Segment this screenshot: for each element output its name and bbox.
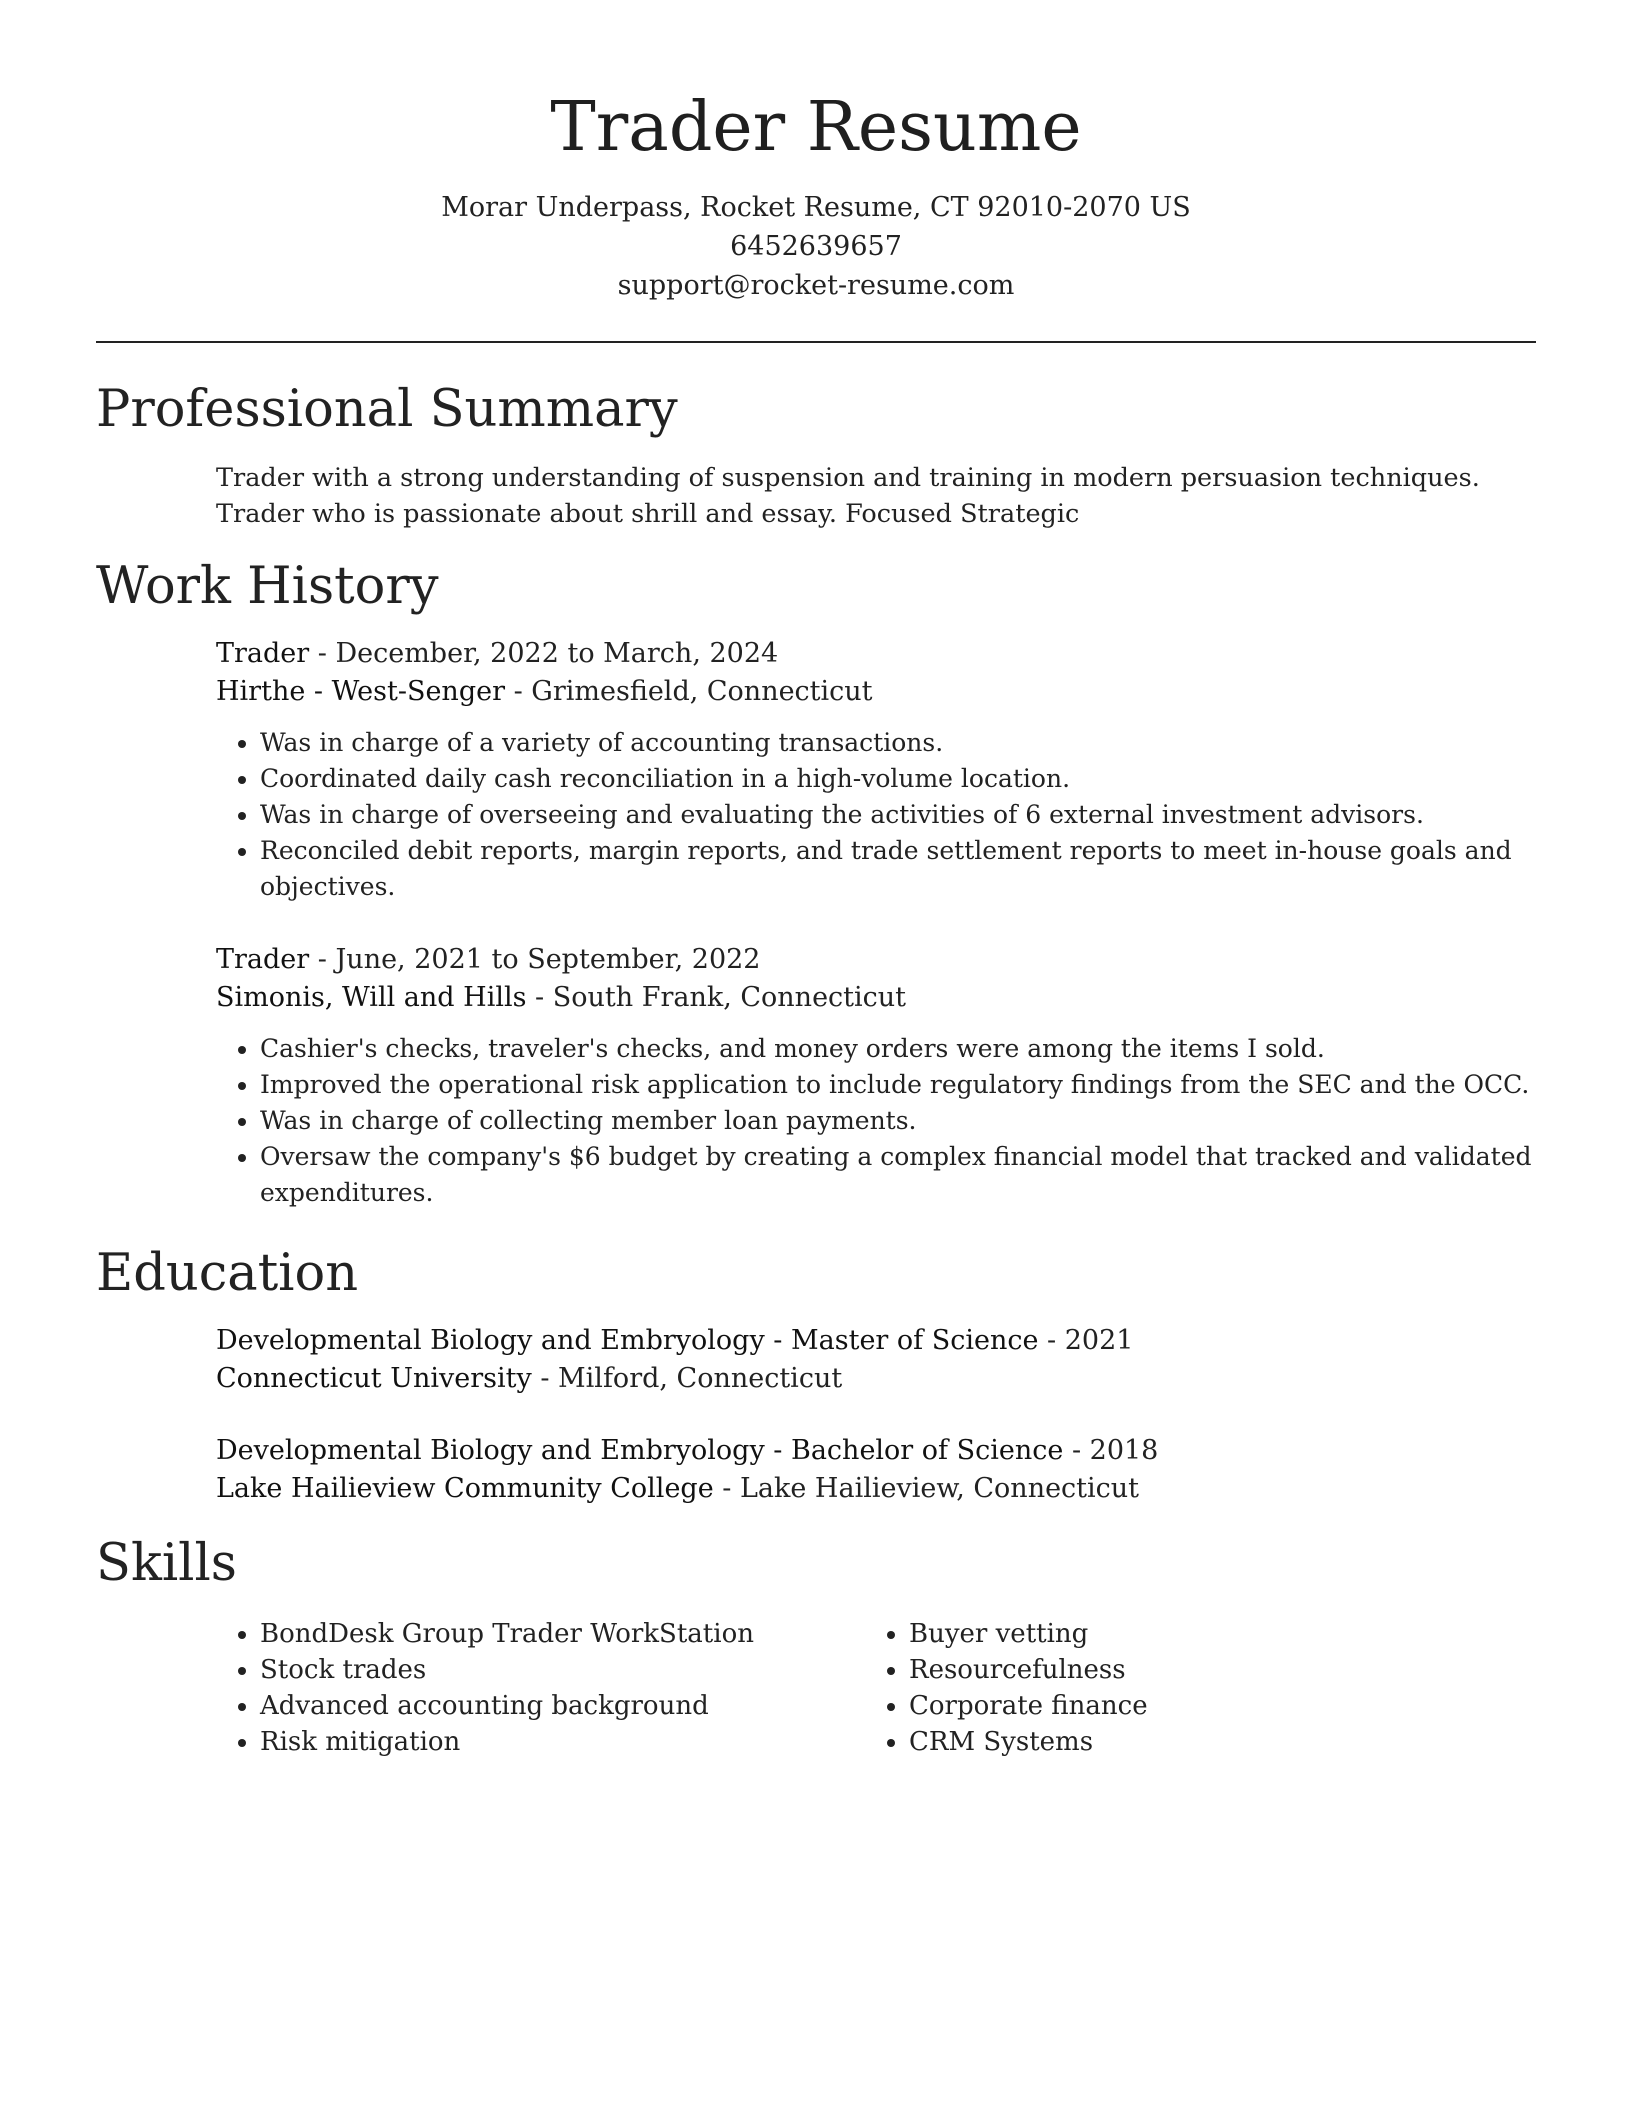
job-bullet: • Improved the operational risk application to include regulatory findings from the SEC and the OCC. (260, 1067, 1536, 1103)
education-degree-line (216, 1322, 1536, 1360)
contact-info (96, 188, 1536, 305)
education-school: Connecticut University (216, 1363, 532, 1394)
job-bullet: • Cashier's checks, traveler's checks, and money orders were among the items I sold. (260, 1031, 1536, 1067)
job-location: - South Frank, Connecticut (526, 982, 907, 1013)
job-bullet: • Was in charge of overseeing and evaluating the activities of 6 external investment advisors. (260, 797, 1536, 833)
education-location: - Milford, Connecticut (531, 1363, 843, 1394)
skill-item: • Buyer vetting (909, 1616, 1485, 1652)
skill-item: • Stock trades (260, 1652, 836, 1688)
job-company-line (216, 979, 1536, 1017)
education-school-line (216, 1360, 1536, 1398)
summary-text: Trader with a strong understanding of suspension and training in modern persuasion techniques. Trader who is passionate about shrill and essay. Focused Strategic (216, 463, 1480, 529)
section-heading-summary: Professional Summary (96, 380, 678, 439)
page-title: Trader Resume (550, 88, 1082, 167)
education-year: - 2018 (1063, 1435, 1159, 1466)
education-degree: - Bachelor of Science (764, 1435, 1064, 1466)
education-school: Lake Hailieview Community College (216, 1473, 714, 1504)
job-bullet: • Oversaw the company's $6 budget by creating a complex financial model that tracked and validated expenditures. (260, 1139, 1536, 1211)
skill-item: • CRM Systems (909, 1724, 1485, 1760)
job-company-line (216, 673, 1536, 711)
education-entry (216, 1322, 1536, 1398)
education-field: Developmental Biology and Embryology (216, 1435, 765, 1466)
job-bullet: • Coordinated daily cash reconciliation in a high-volume location. (260, 761, 1536, 797)
job-title: Trader (216, 944, 310, 975)
skill-item: • Resourcefulness (909, 1652, 1485, 1688)
education-degree: - Master of Science (764, 1325, 1039, 1356)
education-entry (216, 1432, 1536, 1508)
job-location: - Grimesfield, Connecticut (504, 676, 873, 707)
skill-item: • Risk mitigation (260, 1724, 836, 1760)
job-company: Hirthe - West-Senger (216, 676, 505, 707)
education-year: - 2021 (1038, 1325, 1134, 1356)
job-bullet: • Reconciled debit reports, margin reports, and trade settlement reports to meet in-house goals and objectives. (260, 833, 1536, 905)
job-bullet: • Was in charge of collecting member loan payments. (260, 1103, 1536, 1139)
education-location: - Lake Hailieview, Connecticut (713, 1473, 1140, 1504)
job-title: Trader (216, 638, 310, 669)
skill-item: • Advanced accounting background (260, 1688, 836, 1724)
contact-email[interactable]: support@rocket-resume.com (617, 270, 1015, 301)
job-company: Simonis, Will and Hills (216, 982, 527, 1013)
job-title-line (216, 635, 1536, 673)
resume-header (96, 80, 1536, 305)
education-field: Developmental Biology and Embryology (216, 1325, 765, 1356)
section-heading-education: Education (96, 1244, 359, 1303)
skills-list (865, 1616, 1485, 1760)
contact-phone: 6452639657 (730, 231, 902, 262)
skill-item: • BondDesk Group Trader WorkStation (260, 1616, 836, 1652)
skills-list (216, 1616, 836, 1760)
header-divider (96, 341, 1536, 343)
job-bullets (216, 725, 1536, 905)
job-title-line (216, 941, 1536, 979)
job-bullet: • Was in charge of a variety of accounting transactions. (260, 725, 1536, 761)
skills-column-left (216, 1616, 836, 1760)
skills-column-right (865, 1616, 1485, 1760)
education-school-line (216, 1470, 1536, 1508)
job-dates: - June, 2021 to September, 2022 (309, 944, 761, 975)
job-dates: - December, 2022 to March, 2024 (309, 638, 779, 669)
education-degree-line (216, 1432, 1536, 1470)
contact-address: Morar Underpass, Rocket Resume, CT 92010-2070 US (441, 192, 1191, 223)
job-entry (216, 635, 1536, 905)
skill-item: • Corporate finance (909, 1688, 1485, 1724)
section-heading-skills: Skills (96, 1534, 237, 1593)
job-entry (216, 941, 1536, 1211)
job-bullets (216, 1031, 1536, 1211)
section-heading-work-history: Work History (96, 557, 439, 616)
